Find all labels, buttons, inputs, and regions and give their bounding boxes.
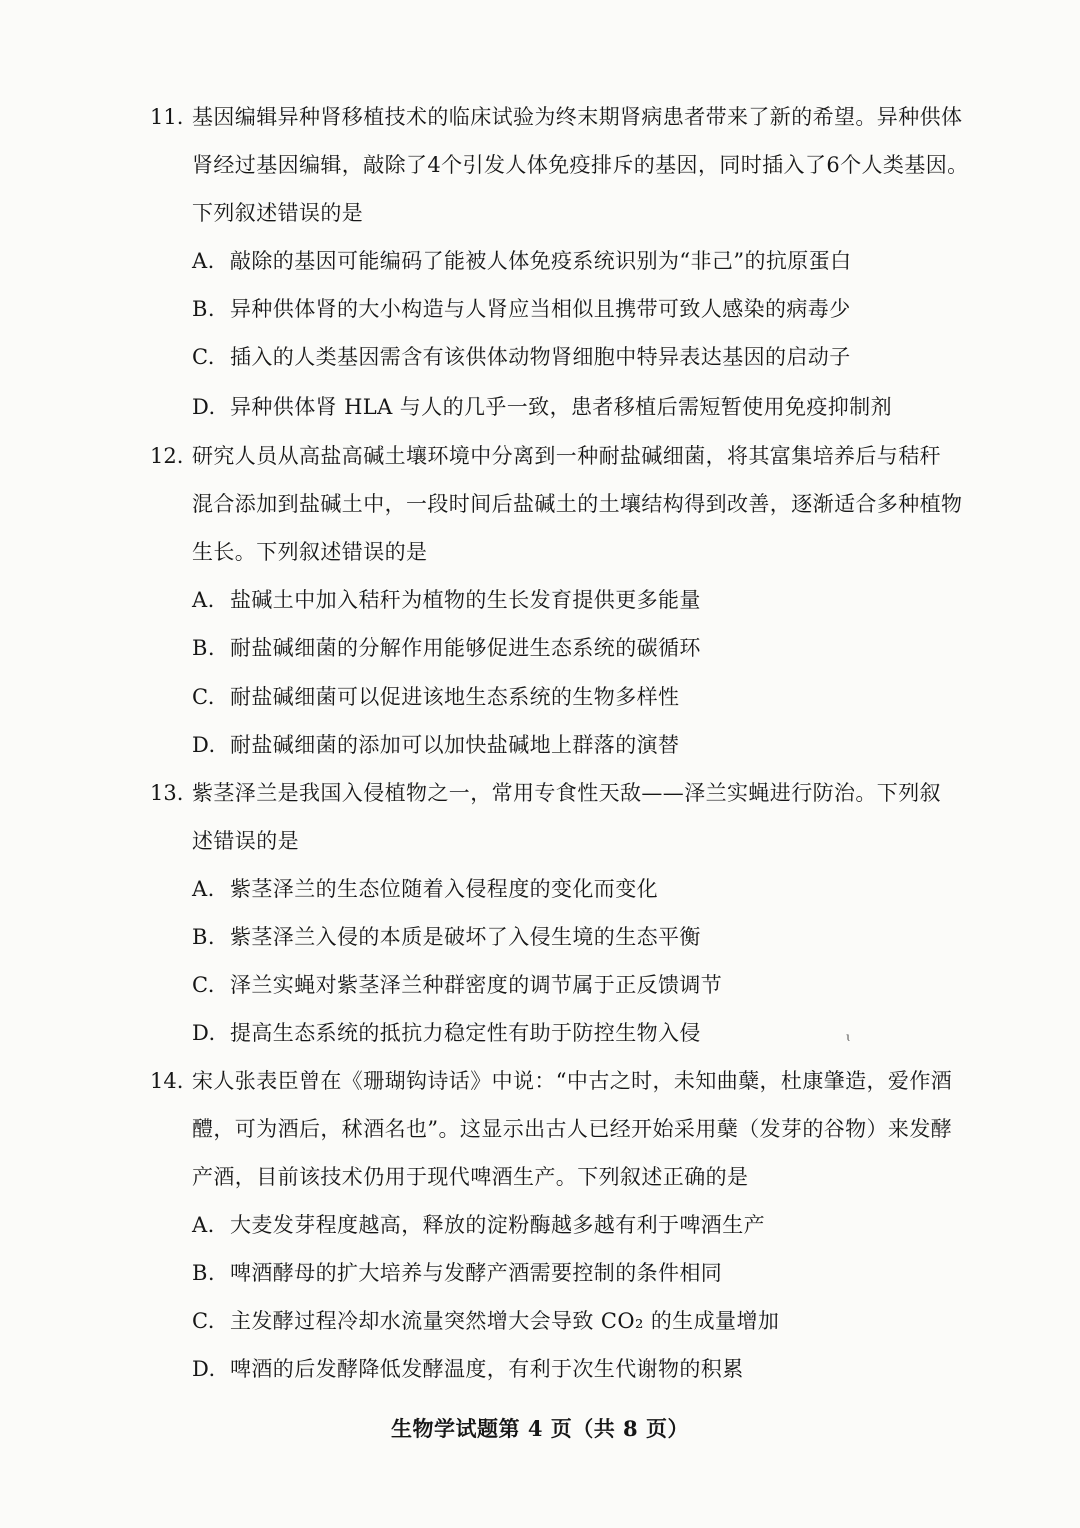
option-c: [192, 1306, 779, 1336]
option-d: [192, 1018, 701, 1048]
option-letter: C.: [192, 345, 215, 369]
question-stem-line: 宋人张表臣曾在《珊瑚钩诗话》中说：“中古之时，未知曲蘖，杜康肇造，爱作酒: [192, 1069, 953, 1093]
option-text: 泽兰实蝇对紫茎泽兰种群密度的调节属于正反馈调节: [230, 973, 723, 997]
question-stem-line: 研究人员从高盐高碱土壤环境中分离到一种耐盐碱细菌，将其富集培养后与秸秆: [192, 444, 941, 468]
page-footer: 生物学试题第 4 页（共 8 页）: [391, 1416, 689, 1441]
option-letter: C.: [192, 1309, 215, 1333]
option-d: [192, 730, 679, 760]
option-text: 耐盐碱细菌的添加可以加快盐碱地上群落的演替: [230, 733, 680, 757]
option-d: [192, 392, 892, 422]
option-d: [192, 1354, 744, 1384]
option-a: [192, 246, 851, 276]
option-text: 紫茎泽兰入侵的本质是破坏了入侵生境的生态平衡: [230, 925, 701, 949]
option-letter: A.: [192, 877, 215, 901]
stray-pen-mark: ɩ: [846, 1030, 851, 1044]
option-letter: A.: [192, 588, 215, 612]
option-text: 大麦发芽程度越高，释放的淀粉酶越多越有利于啤酒生产: [230, 1213, 765, 1237]
question-stem-line: 醴，可为酒后，秫酒名也”。这显示出古人已经开始采用蘖（发芽的谷物）来发酵: [192, 1117, 953, 1141]
option-letter: B.: [192, 636, 215, 660]
option-text: 敲除的基因可能编码了能被人体免疫系统识别为“非己”的抗原蛋白: [230, 249, 852, 273]
option-letter: D.: [192, 395, 216, 419]
option-a: [192, 1210, 765, 1240]
option-c: [192, 970, 722, 1000]
option-c: [192, 342, 851, 372]
option-text: 盐碱土中加入秸秆为植物的生长发育提供更多能量: [230, 588, 701, 612]
question-stem-line: 紫茎泽兰是我国入侵植物之一，常用专食性天敌——泽兰实蝇进行防治。下列叙: [192, 781, 941, 805]
option-text: 耐盐碱细菌的分解作用能够促进生态系统的碳循环: [230, 636, 701, 660]
option-text: 提高生态系统的抵抗力稳定性有助于防控生物入侵: [230, 1021, 701, 1045]
question-stem-line: 下列叙述错误的是: [192, 201, 364, 225]
question-stem-line: 产酒，目前该技术仍用于现代啤酒生产。下列叙述正确的是: [192, 1165, 749, 1189]
option-text: 异种供体肾的大小构造与人肾应当相似且携带可致人感染的病毒少: [230, 297, 851, 321]
question-stem-line: 肾经过基因编辑，敲除了4个引发人体免疫排斥的基因，同时插入了6个人类基因。: [192, 153, 969, 177]
option-letter: B.: [192, 297, 215, 321]
option-letter: D.: [192, 1357, 216, 1381]
option-text: 异种供体肾 HLA 与人的几乎一致，患者移植后需短暂使用免疫抑制剂: [230, 395, 892, 419]
option-letter: A.: [192, 1213, 215, 1237]
question-number: 13.: [150, 781, 184, 805]
question-number: 14.: [150, 1069, 184, 1093]
option-letter: D.: [192, 1021, 216, 1045]
option-a: [192, 874, 658, 904]
option-letter: A.: [192, 249, 215, 273]
option-b: [192, 922, 701, 952]
option-text: 耐盐碱细菌可以促进该地生态系统的生物多样性: [230, 685, 680, 709]
option-text: 啤酒的后发酵降低发酵温度，有利于次生代谢物的积累: [230, 1357, 744, 1381]
option-letter: D.: [192, 733, 216, 757]
option-letter: B.: [192, 1261, 215, 1285]
option-b: [192, 294, 851, 324]
question-stem-line: 混合添加到盐碱土中，一段时间后盐碱土的土壤结构得到改善，逐渐适合多种植物: [192, 492, 963, 516]
option-letter: B.: [192, 925, 215, 949]
question-stem-line: 生长。下列叙述错误的是: [192, 540, 428, 564]
option-text: 插入的人类基因需含有该供体动物肾细胞中特异表达基因的启动子: [230, 345, 851, 369]
question-number: 12.: [150, 444, 184, 468]
question-number: 11.: [150, 105, 184, 129]
option-b: [192, 633, 701, 663]
question-stem-line: 述错误的是: [192, 829, 299, 853]
option-c: [192, 682, 679, 712]
option-letter: C.: [192, 973, 215, 997]
option-text: 啤酒酵母的扩大培养与发酵产酒需要控制的条件相同: [230, 1261, 723, 1285]
option-text: 主发酵过程冷却水流量突然增大会导致 CO₂ 的生成量增加: [230, 1309, 780, 1333]
option-letter: C.: [192, 685, 215, 709]
option-text: 紫茎泽兰的生态位随着入侵程度的变化而变化: [230, 877, 658, 901]
option-a: [192, 585, 701, 615]
option-b: [192, 1258, 722, 1288]
question-stem-line: 基因编辑异种肾移植技术的临床试验为终末期肾病患者带来了新的希望。异种供体: [192, 105, 963, 129]
